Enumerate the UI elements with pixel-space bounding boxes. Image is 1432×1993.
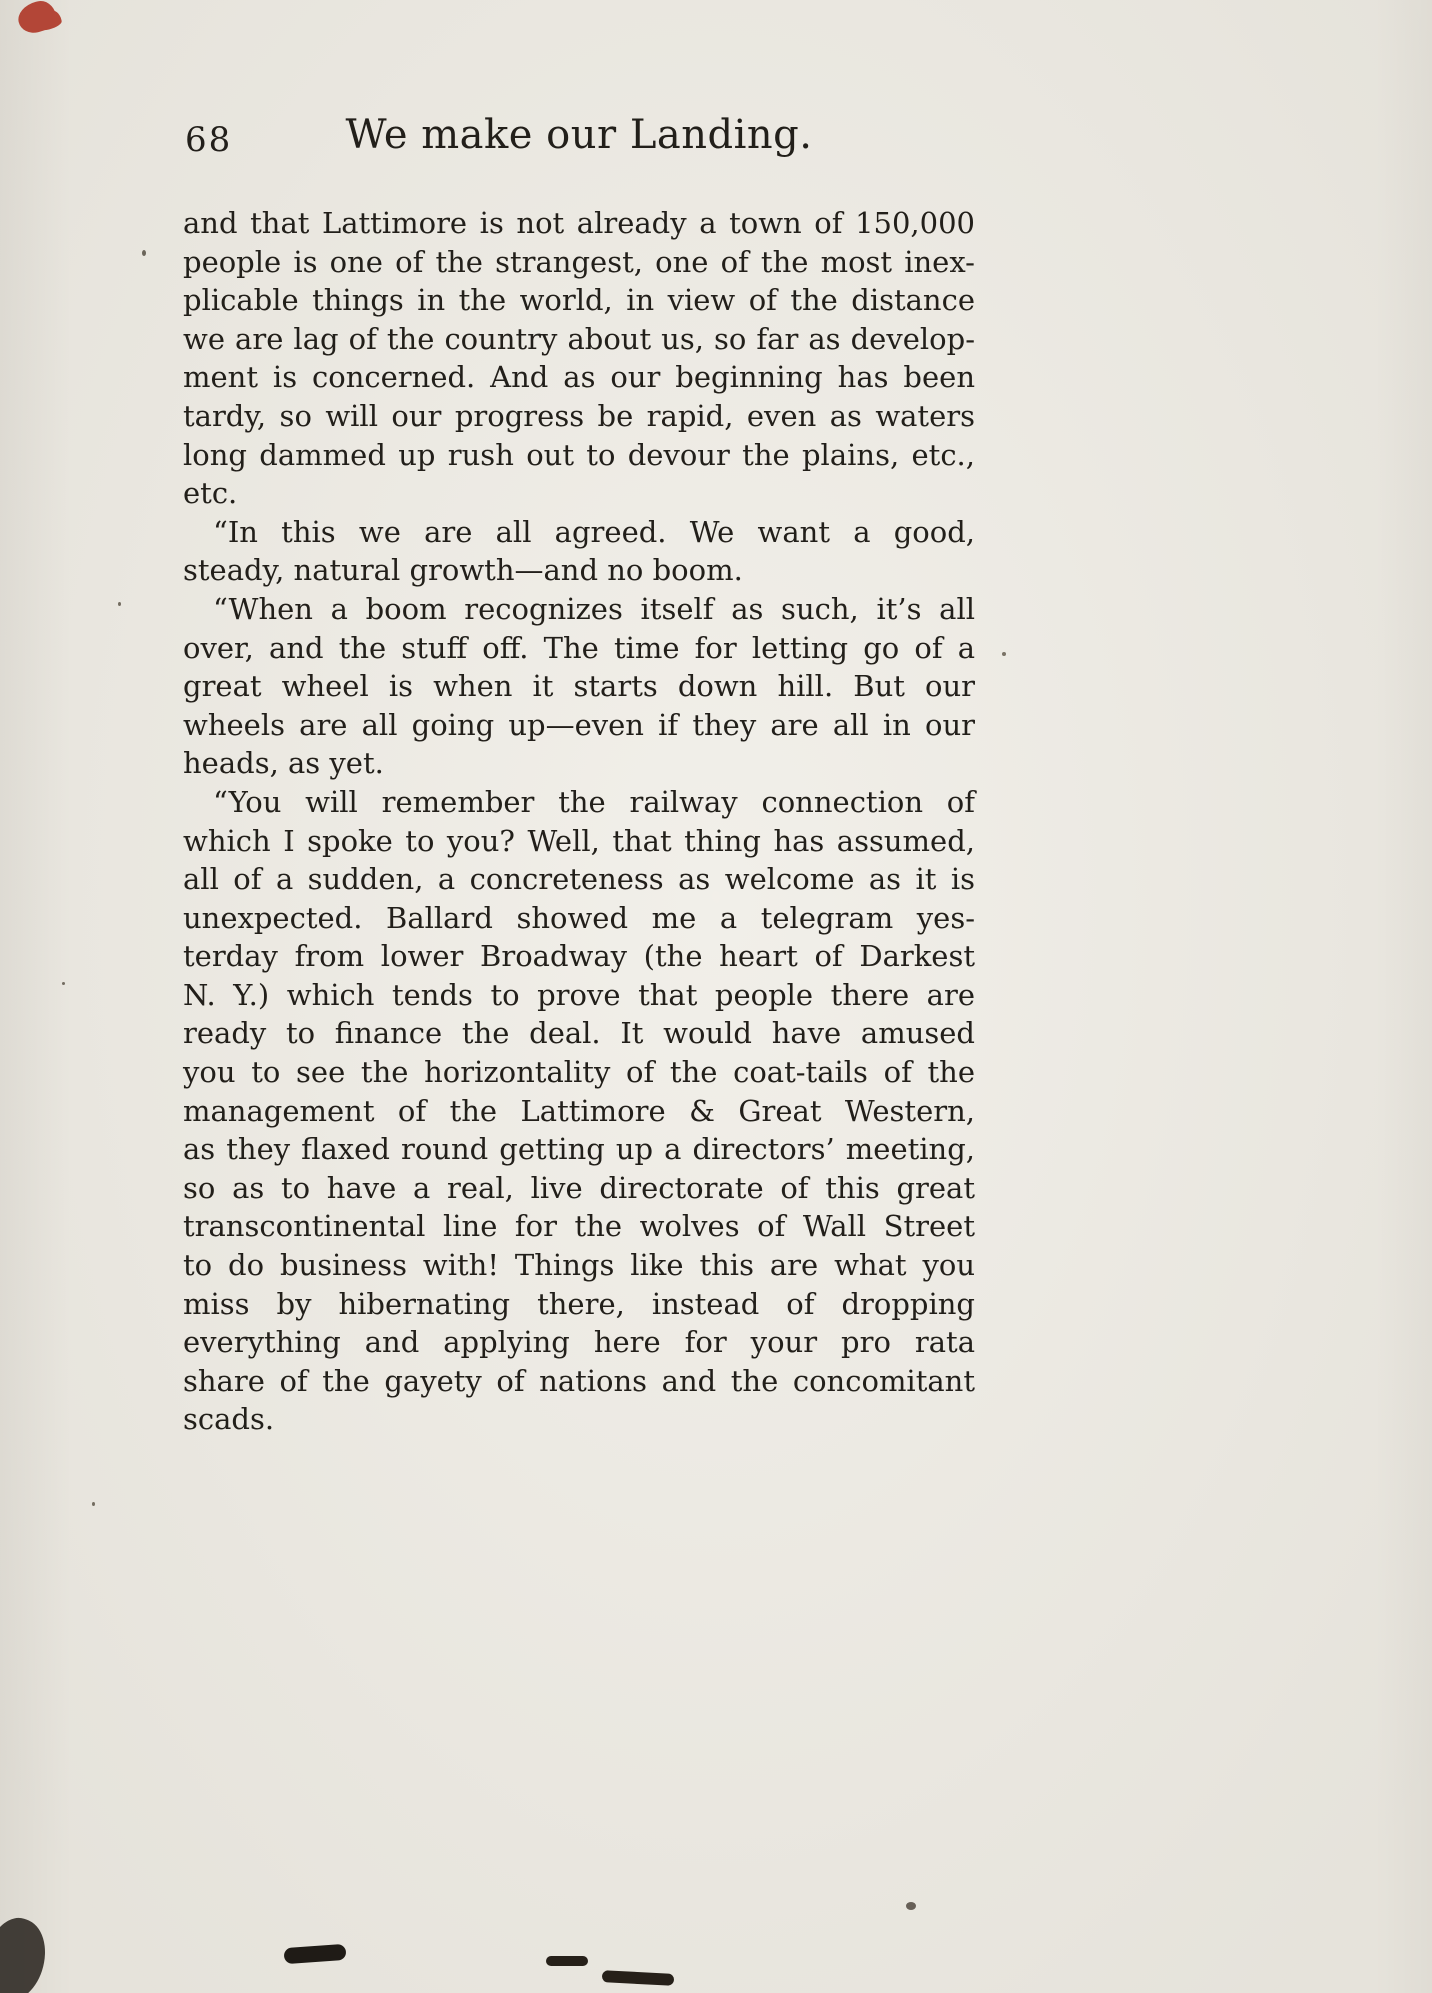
- scan-artifact-speck: [118, 602, 121, 606]
- text-line: all of a sudden, a concreteness as welcome as it is: [183, 862, 975, 897]
- text-line: heads, as yet.: [183, 746, 384, 781]
- paragraph: [183, 783, 975, 1439]
- text-line: terday from lower Broadway (the heart of Darkest: [183, 939, 975, 974]
- text-line: tardy, so will our progress be rapid, even as waters: [183, 398, 975, 433]
- scan-artifact-corner-smudge: [0, 1911, 56, 1993]
- text-line: “You will remember the railway connection of: [213, 784, 975, 819]
- text-line: wheels are all going up—even if they are all in our: [183, 707, 975, 742]
- text-line: “When a boom recognizes itself as such, it’s all: [213, 591, 975, 626]
- paragraph: [183, 204, 975, 513]
- scan-artifact-ink-blob: [284, 1944, 347, 1964]
- page-content: [183, 112, 975, 1439]
- text-line: steady, natural growth—and no boom.: [183, 553, 743, 588]
- body-text: [183, 204, 975, 1439]
- scan-artifact-speck: [92, 1502, 95, 1506]
- text-line: miss by hibernating there, instead of dropping: [183, 1286, 975, 1321]
- paragraph: [183, 590, 975, 783]
- running-header-title: We make our Landing.: [345, 112, 813, 158]
- text-line: unexpected. Ballard showed me a telegram yes-: [183, 900, 975, 935]
- scan-artifact-ink-dash: [602, 1970, 675, 1986]
- text-line: ready to finance the deal. It would have amused: [183, 1016, 975, 1051]
- text-line: you to see the horizontality of the coat-tails of the: [183, 1055, 975, 1090]
- page-number: 68: [185, 120, 233, 160]
- text-line: so as to have a real, live directorate of this great: [183, 1170, 975, 1205]
- text-line: ment is concerned. And as our beginning has been: [183, 360, 975, 395]
- text-line: as they flaxed round getting up a directors’ meeting,: [183, 1132, 975, 1167]
- text-line: great wheel is when it starts down hill. But our: [183, 669, 975, 704]
- text-line: management of the Lattimore & Great Western,: [183, 1093, 975, 1128]
- text-line: people is one of the strangest, one of the most inex-: [183, 244, 975, 279]
- scan-artifact-speck: [142, 250, 146, 256]
- scan-artifact-speck: [906, 1902, 916, 1910]
- text-line: which I spoke to you? Well, that thing has assumed,: [183, 823, 975, 858]
- text-line: scads.: [183, 1402, 275, 1437]
- scan-artifact-ink-dash: [546, 1956, 588, 1966]
- scan-artifact-speck: [1002, 652, 1006, 656]
- text-line: “In this we are all agreed. We want a good,: [213, 514, 975, 549]
- paragraph: [183, 513, 975, 590]
- text-line: everything and applying here for your pro rata: [183, 1325, 975, 1360]
- scan-artifact-speck: [62, 982, 65, 985]
- scan-artifact-red-ink: [15, 0, 59, 36]
- text-line: N. Y.) which tends to prove that people there are: [183, 977, 975, 1012]
- page-header: [183, 112, 975, 170]
- text-line: plicable things in the world, in view of the distance: [183, 283, 975, 318]
- text-line: to do business with! Things like this are what you: [183, 1248, 975, 1283]
- text-line: long dammed up rush out to devour the plains, etc.,: [183, 437, 975, 472]
- text-line: we are lag of the country about us, so far as develop-: [183, 321, 975, 356]
- text-line: share of the gayety of nations and the concomitant: [183, 1363, 975, 1398]
- text-line: etc.: [183, 476, 238, 511]
- text-line: and that Lattimore is not already a town of 150,000: [183, 206, 975, 240]
- text-line: over, and the stuff off. The time for letting go of a: [183, 630, 975, 665]
- text-line: transcontinental line for the wolves of Wall Street: [183, 1209, 975, 1244]
